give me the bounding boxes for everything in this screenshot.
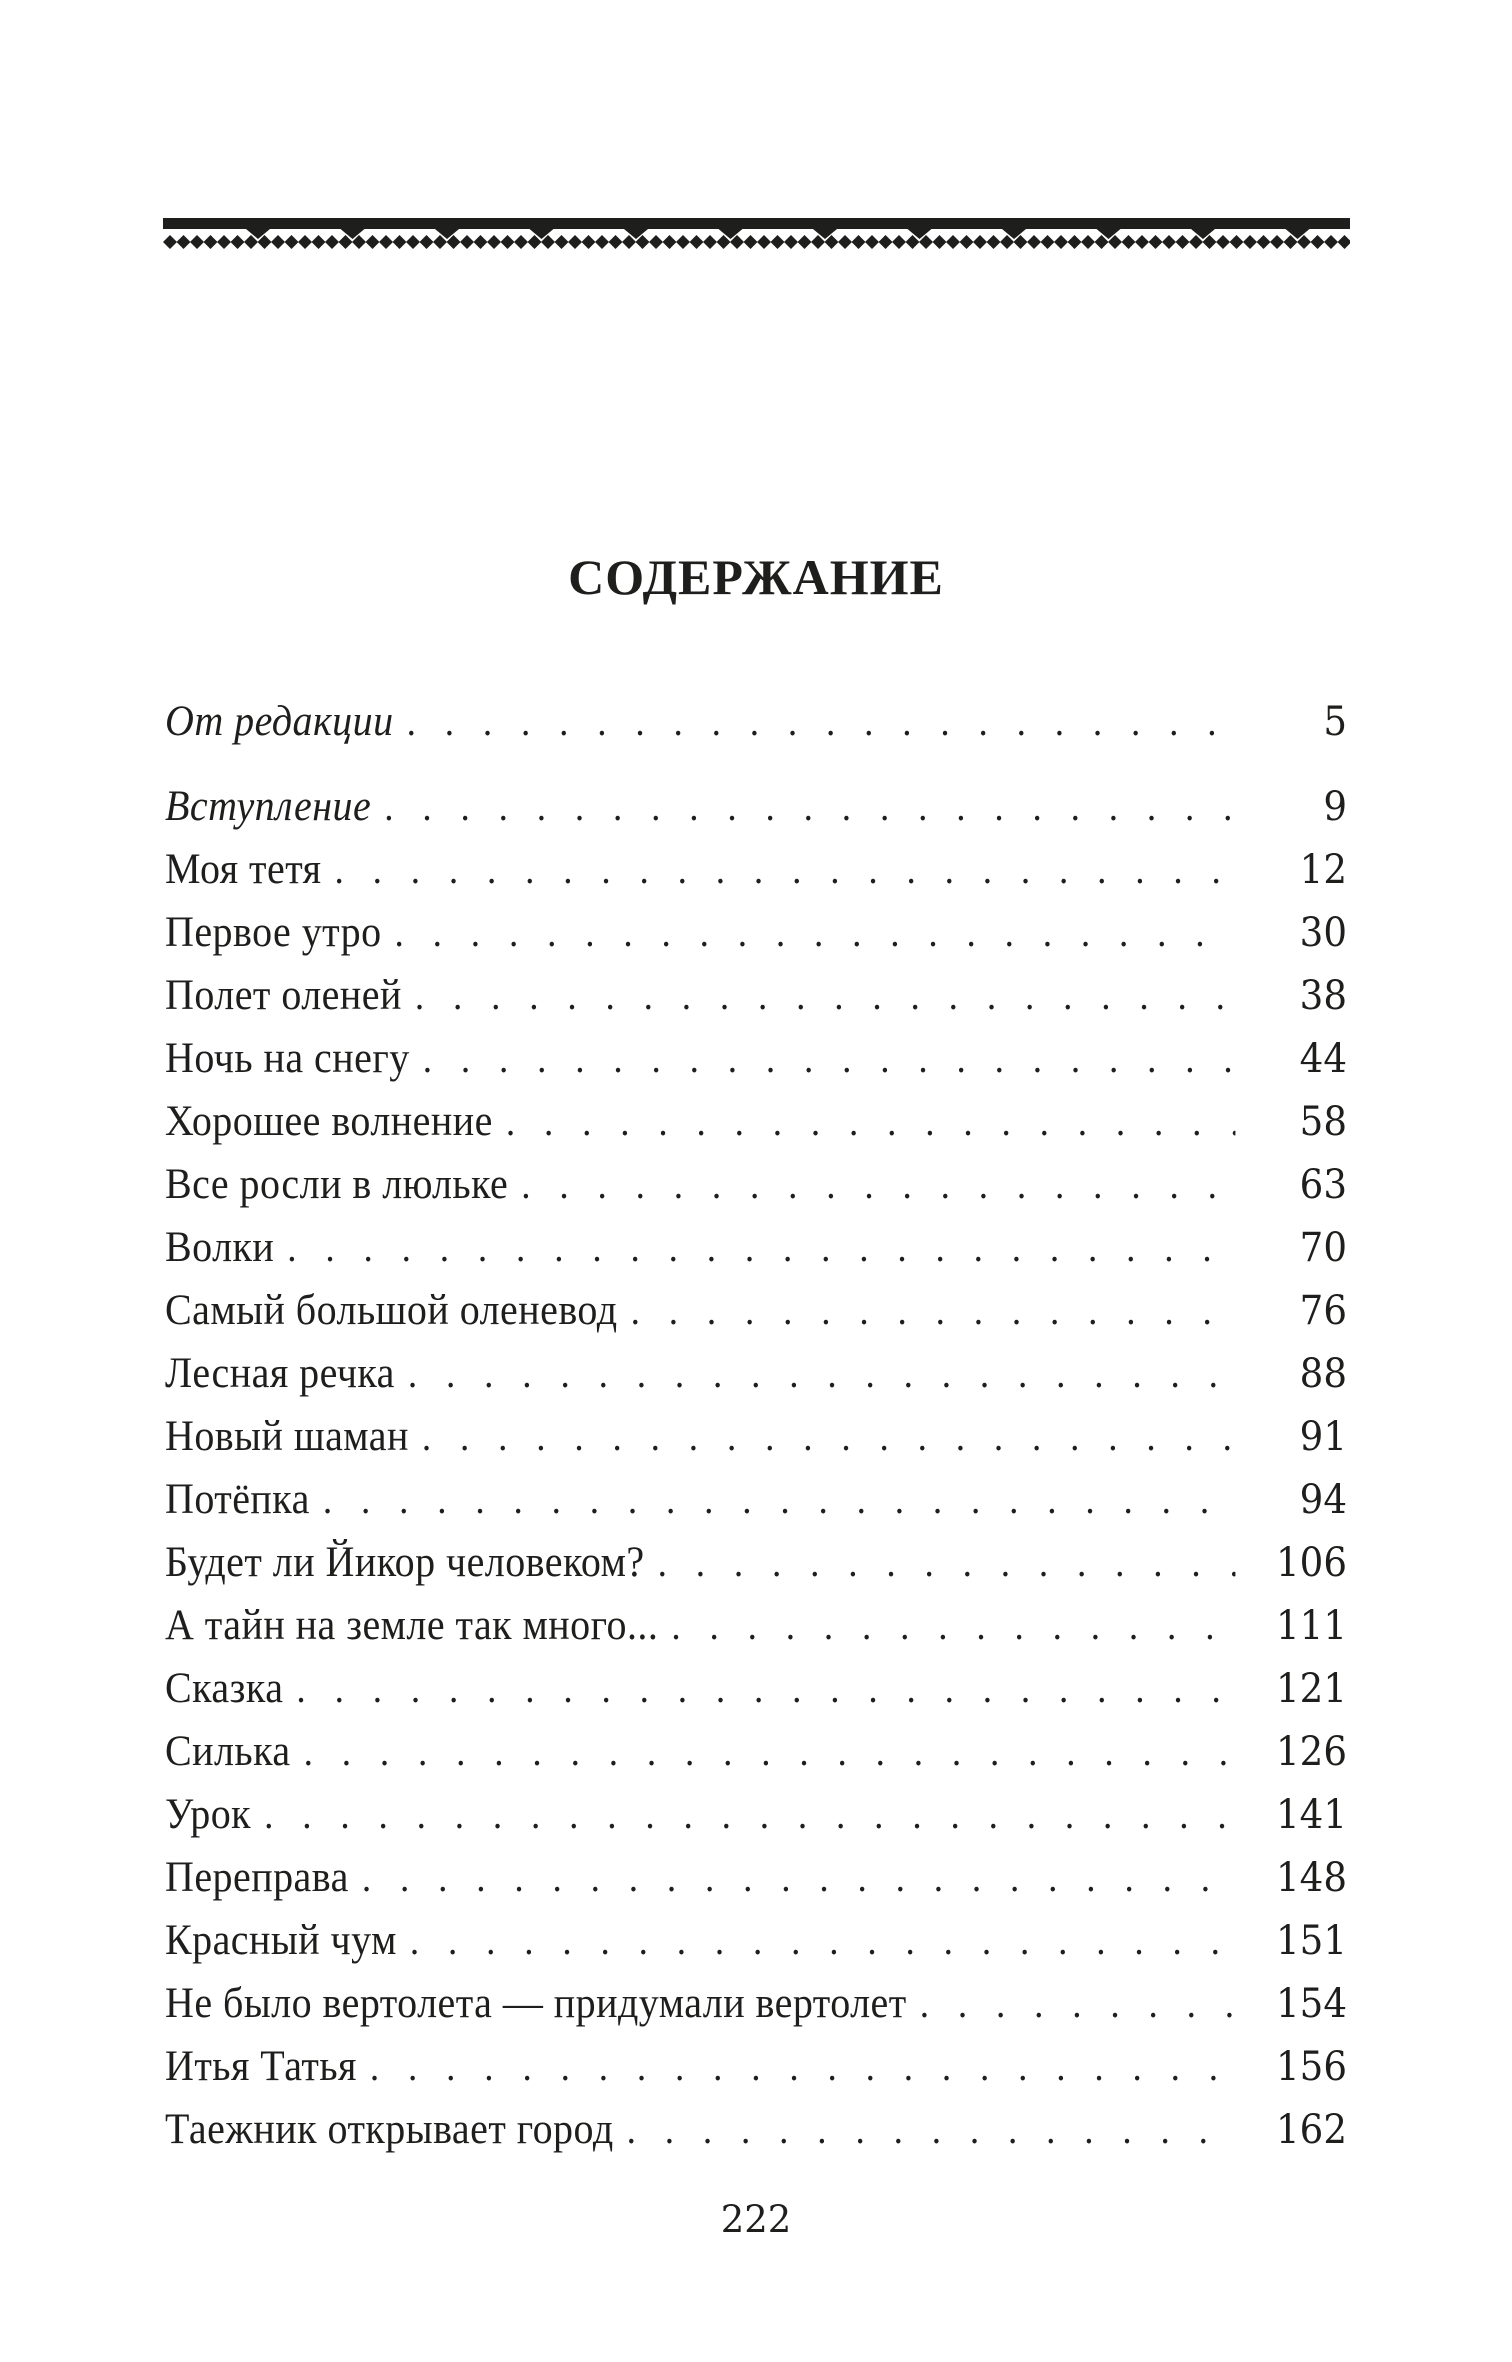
dot-leader <box>423 1027 1236 1090</box>
ornament-diamond <box>487 235 501 249</box>
ornament-diamond <box>393 235 407 249</box>
ornament-diamond <box>163 235 177 249</box>
toc-entry <box>165 1720 1347 1783</box>
ornament-diamond <box>865 235 879 249</box>
toc-entry-title: Силька <box>165 1728 291 1775</box>
toc-entry-page: 156 <box>1276 2044 1348 2090</box>
dot-leader <box>304 1720 1236 1783</box>
dot-leader <box>287 1216 1235 1279</box>
toc-entry-title: Хорошее волнение <box>165 1098 493 1145</box>
toc-entry-title: Не было вертолета — придумали вертолет <box>165 1980 907 2027</box>
ornament-diamond <box>555 235 569 249</box>
toc-entry <box>165 775 1347 838</box>
ornament-diamond <box>379 235 393 249</box>
ornament-diamond <box>798 235 812 249</box>
ornament-diamond <box>568 235 582 249</box>
ornament-diamond <box>1081 235 1095 249</box>
toc-entry-page: 141 <box>1276 1792 1348 1838</box>
dot-leader <box>415 964 1236 1027</box>
toc-entry <box>165 1846 1347 1909</box>
toc-entry-page: 38 <box>1299 973 1348 1019</box>
dot-leader <box>296 1657 1235 1720</box>
ornament-diamond <box>1230 235 1244 249</box>
ornament-diamond <box>1122 235 1136 249</box>
ornament-diamond <box>298 235 312 249</box>
toc-entry <box>165 2035 1347 2098</box>
toc-entry-page: 162 <box>1276 2107 1348 2153</box>
ornament-diamond <box>663 235 677 249</box>
dot-leader <box>422 1405 1236 1468</box>
ornament-diamond <box>690 235 704 249</box>
toc-entry-title: Моя тетя <box>165 846 322 893</box>
ornament-diamond <box>271 235 285 249</box>
toc-entry <box>165 690 1347 753</box>
toc-entry-title: Будет ли Йикор человеком? <box>165 1539 645 1586</box>
toc-entry-page: 44 <box>1299 1036 1348 1082</box>
ornament-diamond <box>501 235 515 249</box>
ornament-diamond <box>852 235 866 249</box>
dot-leader <box>920 1972 1236 2035</box>
ornament-diamond <box>366 235 380 249</box>
ornament-diamond <box>676 235 690 249</box>
ornament-diamond <box>231 235 245 249</box>
toc-entry <box>165 1342 1347 1405</box>
ornament-diamond <box>757 235 771 249</box>
ornament-diamond <box>1311 235 1325 249</box>
toc-entry-page: 94 <box>1299 1477 1348 1523</box>
ornament-diamond <box>460 235 474 249</box>
toc-entry-page: 148 <box>1276 1855 1348 1901</box>
toc-entry-page: 63 <box>1299 1162 1348 1208</box>
ornament-diamond <box>960 235 974 249</box>
dot-leader <box>323 1468 1236 1531</box>
toc-entry-title: Потёпка <box>165 1476 310 1523</box>
toc-entry-page: 111 <box>1276 1603 1348 1649</box>
toc-entry-page: 91 <box>1299 1414 1348 1460</box>
table-of-contents <box>165 690 1347 2161</box>
toc-entry-page: 151 <box>1276 1918 1348 1964</box>
ornament-diamond <box>946 235 960 249</box>
toc-entry-page: 126 <box>1276 1729 1348 1775</box>
ornament-bar <box>163 218 1350 229</box>
ornament-diamond <box>933 235 947 249</box>
dot-leader <box>410 1909 1236 1972</box>
ornament-diamond <box>514 235 528 249</box>
toc-entry <box>165 964 1347 1027</box>
toc-entry-title: Вступление <box>165 783 372 830</box>
ornament-diamond <box>582 235 596 249</box>
dot-leader <box>627 2098 1236 2161</box>
ornament-diamond <box>1176 235 1190 249</box>
ornament-diamond <box>420 235 434 249</box>
ornament-diamond <box>784 235 798 249</box>
ornament-diamond <box>204 235 218 249</box>
toc-entry-title: Первое утро <box>165 909 382 956</box>
toc-entry-page: 88 <box>1299 1351 1348 1397</box>
ornament-diamond <box>987 235 1001 249</box>
dot-leader <box>506 1090 1236 1153</box>
ornament-diamond <box>1324 235 1338 249</box>
toc-entry-title: Сказка <box>165 1665 284 1712</box>
dot-leader <box>362 1846 1236 1909</box>
ornament-diamond <box>1135 235 1149 249</box>
decorative-ornament-border <box>163 218 1350 252</box>
toc-entry <box>165 1657 1347 1720</box>
toc-entry <box>165 1783 1347 1846</box>
dot-leader <box>631 1279 1236 1342</box>
toc-entry-title: Итья Татья <box>165 2043 357 2090</box>
ornament-diamond <box>1162 235 1176 249</box>
toc-entry <box>165 1279 1347 1342</box>
toc-entry-title: Переправа <box>165 1854 349 1901</box>
ornament-diamond <box>312 235 326 249</box>
dot-leader <box>408 1342 1236 1405</box>
toc-entry-page: 121 <box>1276 1666 1348 1712</box>
ornament-diamond <box>1257 235 1271 249</box>
page-number: 222 <box>720 2198 792 2241</box>
dot-leader <box>407 690 1236 753</box>
toc-entry-page: 12 <box>1299 847 1348 893</box>
ornament-diamond <box>285 235 299 249</box>
ornament-diamond <box>649 235 663 249</box>
ornament-diamond <box>177 235 191 249</box>
ornament-diamond <box>838 235 852 249</box>
toc-entry <box>165 1972 1347 2035</box>
page-title: СОДЕРЖАНИЕ <box>568 549 944 605</box>
ornament-diamond <box>1027 235 1041 249</box>
toc-entry <box>165 1090 1347 1153</box>
toc-entry-page: 76 <box>1299 1288 1348 1334</box>
toc-entry <box>165 1909 1347 1972</box>
dot-leader <box>384 775 1235 838</box>
toc-entry-page: 106 <box>1276 1540 1348 1586</box>
toc-entry-title: Новый шаман <box>165 1413 409 1460</box>
toc-entry <box>165 1468 1347 1531</box>
ornament-diamond <box>1243 235 1257 249</box>
ornament-diamond <box>703 235 717 249</box>
toc-entry <box>165 1027 1347 1090</box>
toc-entry-page: 154 <box>1276 1981 1348 2027</box>
toc-entry-title: Самый большой оленевод <box>165 1287 618 1334</box>
toc-entry-title: Лесная речка <box>165 1350 395 1397</box>
toc-entry-page: 9 <box>1323 784 1348 830</box>
ornament-diamond <box>973 235 987 249</box>
toc-entry-title: Таежник открывает город <box>165 2106 614 2153</box>
ornament-diamond <box>1041 235 1055 249</box>
ornament-diamond <box>406 235 420 249</box>
ornament-diamond-row <box>163 229 1350 249</box>
toc-entry <box>165 1405 1347 1468</box>
dot-leader <box>370 2035 1236 2098</box>
toc-entry-title: Все росли в люльке <box>165 1161 509 1208</box>
dot-leader <box>521 1153 1235 1216</box>
toc-entry-title: Ночь на снегу <box>165 1035 410 1082</box>
toc-entry-page: 5 <box>1323 699 1348 745</box>
dot-leader <box>264 1783 1235 1846</box>
toc-entry <box>165 901 1347 964</box>
toc-entry-title: Волки <box>165 1224 275 1271</box>
ornament-diamond <box>771 235 785 249</box>
ornament-diamond <box>609 235 623 249</box>
toc-entry <box>165 1153 1347 1216</box>
toc-entry-title: От редакции <box>165 698 394 745</box>
ornament-diamond <box>474 235 488 249</box>
ornament-diamond <box>744 235 758 249</box>
ornament-diamond <box>1054 235 1068 249</box>
toc-entry <box>165 1594 1347 1657</box>
ornament-diamond <box>217 235 231 249</box>
toc-entry <box>165 1216 1347 1279</box>
toc-entry-title: Красный чум <box>165 1917 397 1964</box>
dot-leader <box>335 838 1236 901</box>
ornament-diamond <box>1338 235 1351 249</box>
dot-leader <box>395 901 1236 964</box>
toc-entry-page: 30 <box>1299 910 1348 956</box>
ornament-diamond <box>595 235 609 249</box>
ornament-diamond <box>1149 235 1163 249</box>
dot-leader <box>658 1531 1236 1594</box>
toc-entry <box>165 1531 1347 1594</box>
ornament-diamond <box>1068 235 1082 249</box>
dot-leader <box>671 1594 1235 1657</box>
toc-entry-title: А тайн на земле так много... <box>165 1602 659 1649</box>
toc-entry-title: Полет оленей <box>165 972 402 1019</box>
ornament-diamond <box>325 235 339 249</box>
ornament-diamond <box>892 235 906 249</box>
toc-entry <box>165 838 1347 901</box>
ornament-diamond <box>190 235 204 249</box>
ornament-diamond <box>879 235 893 249</box>
toc-entry <box>165 2098 1347 2161</box>
toc-entry-title: Урок <box>165 1791 252 1838</box>
toc-entry-page: 70 <box>1299 1225 1348 1271</box>
toc-entry-page: 58 <box>1299 1099 1348 1145</box>
ornament-diamond <box>1270 235 1284 249</box>
ornament-diamond <box>1216 235 1230 249</box>
